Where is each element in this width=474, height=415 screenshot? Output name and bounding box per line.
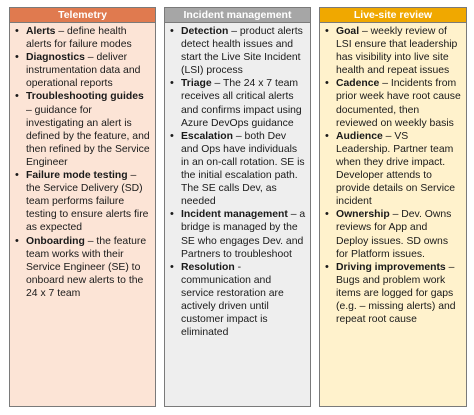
- item-term: Alerts: [26, 26, 56, 37]
- list-item: [14, 25, 151, 51]
- item-text: – define health alerts for failure modes: [26, 26, 132, 51]
- bullet-list: [324, 25, 462, 326]
- item-term: Troubleshooting guides: [26, 91, 144, 103]
- column-body: [320, 23, 466, 326]
- list-item: [169, 77, 306, 129]
- list-item: [324, 77, 462, 129]
- item-term: Driving improvements: [336, 261, 446, 273]
- list-item: [169, 25, 306, 77]
- telemetry-column: [9, 7, 156, 407]
- bullet-list: [169, 25, 306, 339]
- list-item: [14, 235, 151, 300]
- item-text: – the Service Delivery (SD) team performs failure testing to ensure alerts fire as expected: [26, 170, 149, 234]
- item-text: – The 24 x 7 team receives all critical alerts and confirms impact using Azure DevOps guidance: [181, 78, 302, 129]
- column-body: [10, 23, 155, 300]
- item-text: - communication and service restoration are actively driven until customer impact is eliminated: [181, 261, 284, 339]
- item-text: – a bridge is managed by the SE who engages Dev. and Partners to troubleshoot: [181, 209, 306, 260]
- item-text: – Dev. Owns reviews for App and Deploy issues. SD owns for Platform issues.: [336, 209, 452, 260]
- column-title: Live-site review: [320, 8, 466, 23]
- item-text: – the feature team works with their Service Engineer (SE) to onboard new alerts to the 24 x 7 team: [26, 235, 147, 299]
- item-text: – Bugs and problem work items are logged for gaps (e.g. – missing alerts) and repeat root cause: [336, 261, 456, 326]
- item-term: Failure mode testing: [26, 170, 128, 182]
- column-title: Telemetry: [10, 8, 155, 23]
- list-item: [169, 208, 306, 260]
- item-term: Onboarding: [26, 235, 85, 247]
- item-term: Diagnostics: [26, 52, 85, 64]
- incident-management-column: [164, 7, 311, 407]
- list-item: [169, 130, 306, 209]
- item-text: – product alerts detect health issues and start the Live Site Incident (LSI) process: [181, 26, 303, 77]
- item-term: Triage: [181, 78, 212, 90]
- list-item: [14, 51, 151, 90]
- item-text: – weekly review of LSI ensure that leadership has visibility into live site health and repeat issues: [336, 26, 458, 77]
- item-text: – both Dev and Ops have individuals in an on-call rotation. SE is the initial escalation path. The SE calls Dev, as needed: [181, 130, 305, 208]
- column-title: Incident management: [165, 8, 310, 23]
- column-body: [165, 23, 310, 339]
- item-term: Resolution: [181, 261, 235, 273]
- list-item: [14, 90, 151, 169]
- live-site-review-column: [319, 7, 467, 407]
- item-term: Goal: [336, 26, 360, 37]
- item-term: Incident management: [181, 209, 288, 221]
- list-item: [324, 25, 462, 77]
- item-text: – deliver instrumentation data and operational reports: [26, 52, 141, 90]
- list-item: [169, 261, 306, 340]
- item-text: – VS Leadership. Partner team when they drive impact. Developer attends to provide details on Service incident: [336, 130, 455, 208]
- item-term: Audience: [336, 130, 383, 142]
- item-term: Ownership: [336, 209, 390, 221]
- item-text: – Incidents from prior week have root cause documented, then reviewed on weekly basis: [336, 78, 461, 129]
- item-term: Detection: [181, 26, 229, 37]
- list-item: [324, 130, 462, 209]
- list-item: [324, 208, 462, 260]
- list-item: [14, 169, 151, 234]
- item-text: – guidance for investigating an alert is defined by the feature, and then refined by the Service Engineer: [26, 104, 150, 168]
- bullet-list: [14, 25, 151, 300]
- list-item: [324, 261, 462, 326]
- item-term: Escalation: [181, 130, 233, 142]
- item-term: Cadence: [336, 78, 380, 90]
